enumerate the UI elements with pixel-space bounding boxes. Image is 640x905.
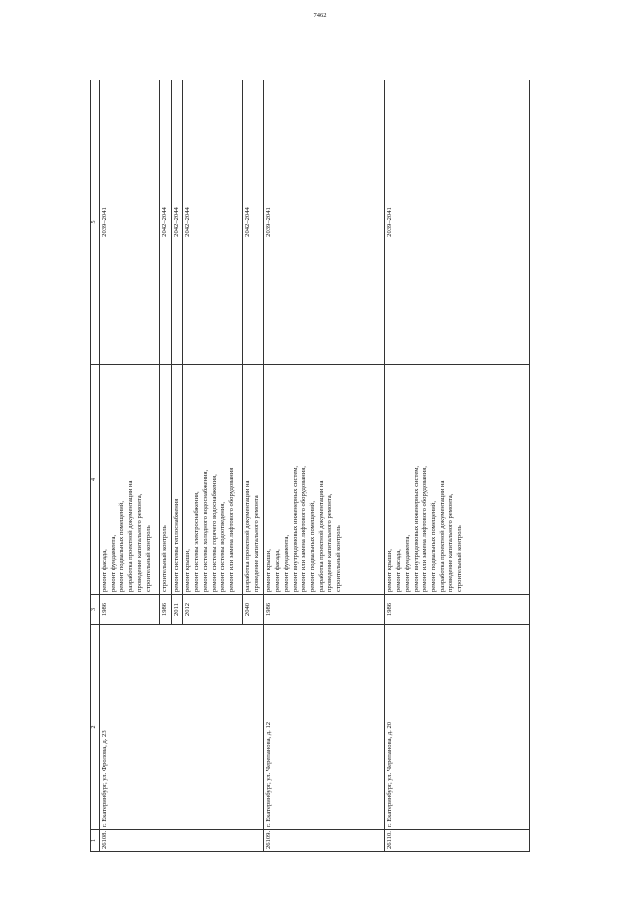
period-cell: 2039–2041 [385, 80, 530, 365]
works-cell [183, 365, 243, 595]
landscape-page [90, 80, 530, 852]
period-cell: 2039–2041 [100, 80, 160, 365]
header-row [91, 80, 100, 852]
work-item: ремонт подвальных помещений, [308, 501, 316, 592]
year-cell: 2040 [243, 595, 264, 625]
header-col-2: 2 [91, 625, 100, 830]
work-item: разработка проектной документации на [317, 480, 325, 592]
work-item: строительный контроль [161, 525, 168, 592]
work-item: проведение капитального ремонта [253, 495, 261, 592]
work-item: ремонт или замена лифтового оборудования [227, 467, 235, 592]
works-cell [100, 365, 160, 595]
work-item: ремонт внутридомовых инженерных систем, [412, 465, 420, 592]
work-item: ремонт крыши, [386, 549, 394, 592]
table-row [264, 80, 385, 852]
work-item: ремонт крыши, [184, 549, 192, 592]
period-cell: 2039–2041 [264, 80, 385, 365]
work-item: ремонт фундамента, [403, 534, 411, 592]
works-cell [243, 365, 264, 595]
work-item: разработка проектной документации на [244, 480, 252, 592]
year-cell: 1986 [160, 595, 172, 625]
work-item: ремонт системы водоотведения, [219, 501, 227, 592]
work-item: проведение капитального ремонта, [135, 493, 143, 592]
row-number: 26108. [100, 830, 264, 852]
work-item: ремонт или замена лифтового оборудования, [300, 466, 308, 592]
header-col-5: 5 [91, 80, 100, 365]
work-item: ремонт фундамента, [109, 534, 117, 592]
work-item: ремонт фасада, [395, 549, 403, 592]
works-cell [171, 365, 183, 595]
work-item: проведение капитального ремонта, [326, 493, 334, 592]
header-col-1: 1 [91, 830, 100, 852]
work-item: ремонт крыши, [265, 549, 273, 592]
work-item: ремонт фасада, [101, 549, 108, 592]
work-item: разработка проектной документации на [127, 480, 135, 592]
work-item: строительный контроль [335, 525, 343, 592]
page-number: 7462 [313, 12, 327, 19]
header-col-4: 4 [91, 365, 100, 595]
year-cell: 1986 [385, 595, 530, 625]
work-item: ремонт или замена лифтового оборудования, [421, 466, 429, 592]
row-number: 26110. [385, 830, 530, 852]
work-item: разработка проектной документации на [438, 480, 446, 592]
address-cell: г. Екатеринбург, ул. Фролова, д. 23 [100, 625, 264, 830]
capital-repair-table [90, 80, 530, 852]
work-item: ремонт системы горячего водоснабжения, [210, 474, 218, 592]
work-item: ремонт системы электроснабжения, [193, 491, 201, 592]
work-item: строительный контроль [144, 525, 152, 592]
work-item: ремонт системы холодного водоснабжения, [201, 469, 209, 592]
works-cell [160, 365, 172, 595]
rotated-table-area [90, 80, 530, 852]
address-cell: г. Екатеринбург, ул. Черепанова, д. 20 [385, 625, 530, 830]
works-cell [264, 365, 385, 595]
year-cell: 1986 [264, 595, 385, 625]
table-row [385, 80, 530, 852]
year-cell: 1986 [100, 595, 160, 625]
works-cell [385, 365, 530, 595]
work-item: проведение капитального ремонта, [447, 493, 455, 592]
period-cell: 2042–2044 [160, 80, 172, 365]
row-number: 26109. [264, 830, 385, 852]
work-item: ремонт подвальных помещений, [118, 501, 126, 592]
period-cell: 2042–2044 [243, 80, 264, 365]
work-item: ремонт фасада, [274, 549, 282, 592]
work-item: строительный контроль [456, 525, 464, 592]
period-cell: 2042–2044 [171, 80, 183, 365]
work-item: ремонт подвальных помещений, [429, 501, 437, 592]
address-cell: г. Екатеринбург, ул. Черепанова, д. 12 [264, 625, 385, 830]
period-cell: 2042–2044 [183, 80, 243, 365]
work-item: ремонт фундамента, [282, 534, 290, 592]
year-cell: 2011 [171, 595, 183, 625]
work-item: ремонт внутридомовых инженерных систем, [291, 465, 299, 592]
table-row [100, 80, 160, 852]
work-item: ремонт системы теплоснабжения [172, 498, 180, 592]
year-cell: 2012 [183, 595, 243, 625]
header-col-3: 3 [91, 595, 100, 625]
